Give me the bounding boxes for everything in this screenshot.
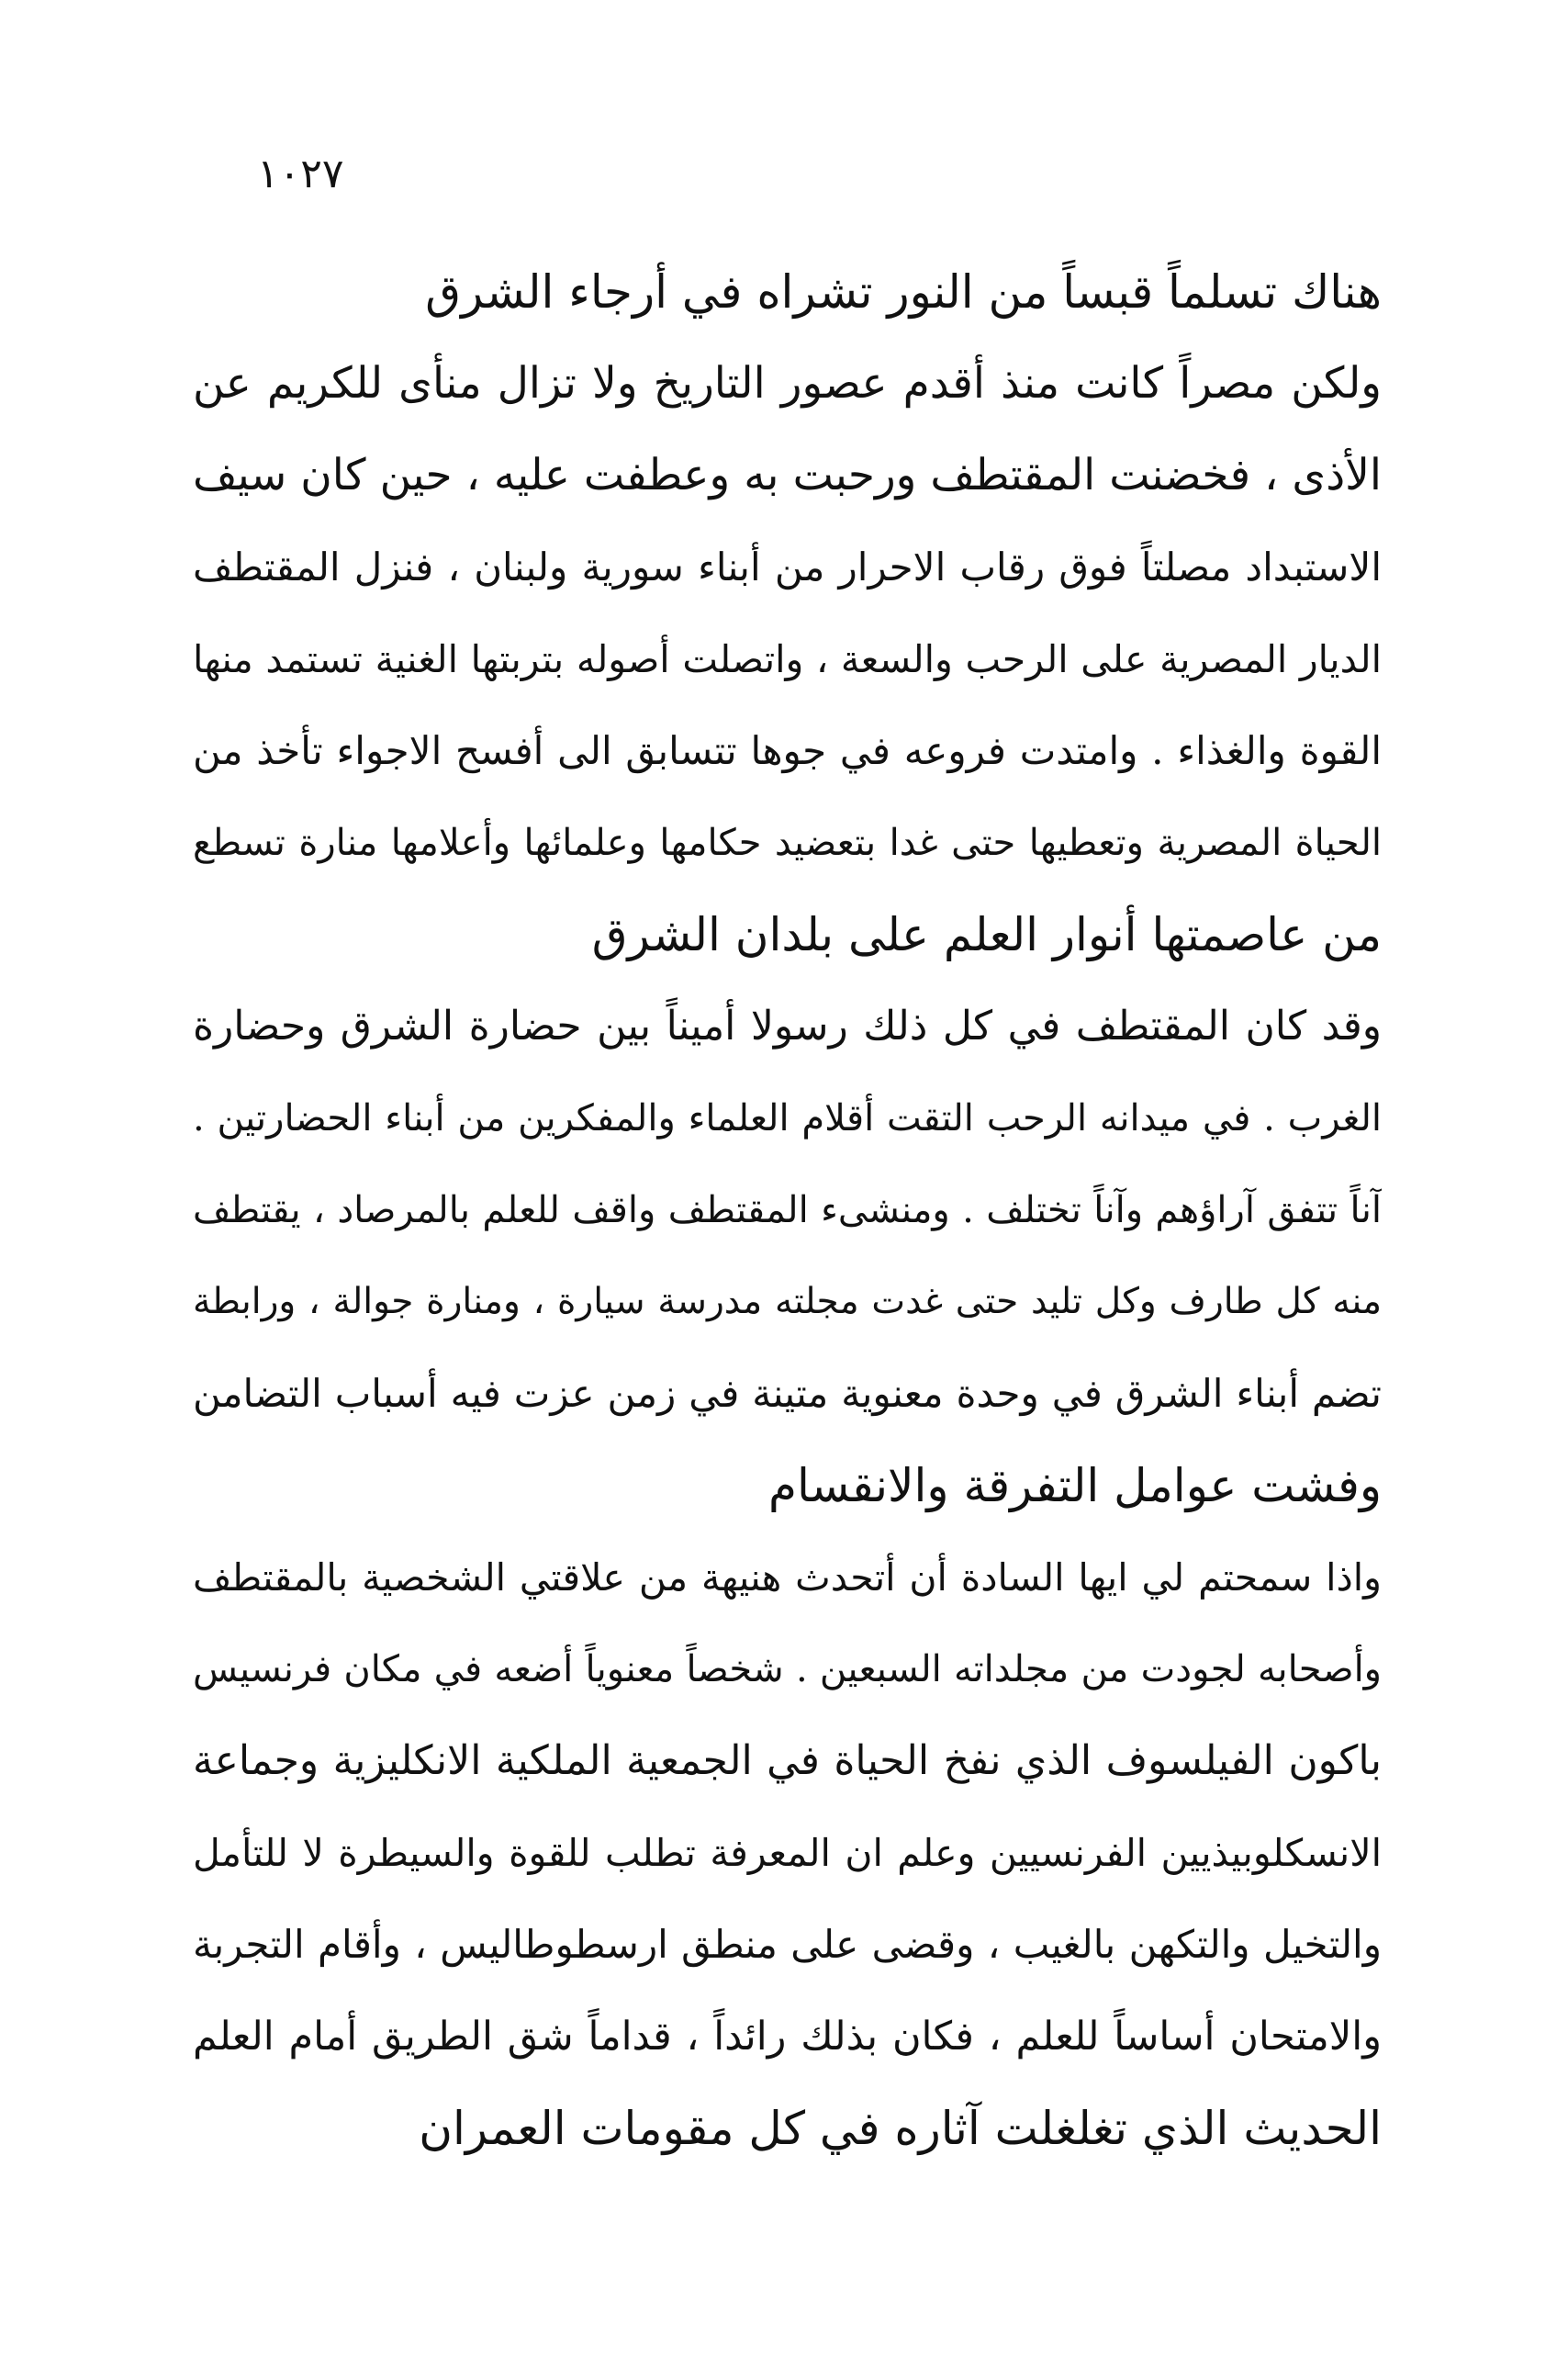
text-line: واذا سمحتم لي ايها السادة أن أتحدث هنيهة من علاقتي الشخصية بالمقتطف (193, 1555, 1382, 1600)
text-line: القوة والغذاء . وامتدت فروعه في جوها تتسابق الى أفسح الاجواء تأخذ من (193, 728, 1382, 773)
text-line: باكون الفيلسوف الذي نفخ الحياة في الجمعية الملكية الانكليزية وجماعة (193, 1737, 1382, 1784)
text-line: والتخيل والتكهن بالغيب ، وقضى على منطق ارسطوطاليس ، وأقام التجربة (193, 1922, 1382, 1967)
page-number: ١٠٢٧ (257, 151, 344, 197)
text-line: والامتحان أساساً للعلم ، فكان بذلك رائداً ، قداماً شق الطريق أمام العلم (193, 2014, 1382, 2060)
body-text (193, 246, 1382, 2174)
text-line: الديار المصرية على الرحب والسعة ، واتصلت أصوله بتربتها الغنية تستمد منها (193, 637, 1382, 681)
text-line: الحياة المصرية وتعطيها حتى غدا بتعضيد حكامها وعلمائها وأعلامها منارة تسطع (193, 822, 1382, 864)
text-line: الغرب . في ميدانه الرحب التقت أقلام العلماء والمفكرين من أبناء الحضارتين . (193, 1097, 1382, 1139)
text-line: الحديث الذي تغلغلت آثاره في كل مقومات العمران (419, 2102, 1382, 2155)
text-line: الانسكلوبيذيين الفرنسيين وعلم ان المعرفة تطلب للقوة والسيطرة لا للتأمل (193, 1831, 1382, 1875)
text-line: من عاصمتها أنوار العلم على بلدان الشرق (591, 908, 1382, 961)
text-line: وفشت عوامل التفرقة والانقسام (768, 1459, 1382, 1512)
text-line: وأصحابه لجودت من مجلداته السبعين . شخصاً معنوياً أضعه في مكان فرنسيس (193, 1648, 1382, 1690)
text-line: منه كل طارف وكل تليد حتى غدت مجلته مدرسة سيارة ، ومنارة جوالة ، ورابطة (193, 1281, 1382, 1322)
text-line: وقد كان المقتطف في كل ذلك رسولا أميناً بين حضارة الشرق وحضارة (193, 1003, 1382, 1050)
text-line: الأذى ، فخضنت المقتطف ورحبت به وعطفت عليه ، حين كان سيف (193, 450, 1382, 500)
text-line: هناك تسلماً قبساً من النور تشراه في أرجاء الشرق (425, 265, 1382, 319)
text-line: آناً تتفق آراؤهم وآناً تختلف . ومنشىء المقتطف واقف للعلم بالمرصاد ، يقتطف (193, 1189, 1382, 1231)
text-line: تضم أبناء الشرق في وحدة معنوية متينة في زمن عزت فيه أسباب التضامن (193, 1371, 1382, 1416)
text-line: ولكن مصراً كانت منذ أقدم عصور التاريخ ولا تزال منأى للكريم عن (193, 358, 1382, 409)
text-line: الاستبداد مصلتاً فوق رقاب الاحرار من أبناء سورية ولبنان ، فنزل المقتطف (193, 544, 1382, 589)
